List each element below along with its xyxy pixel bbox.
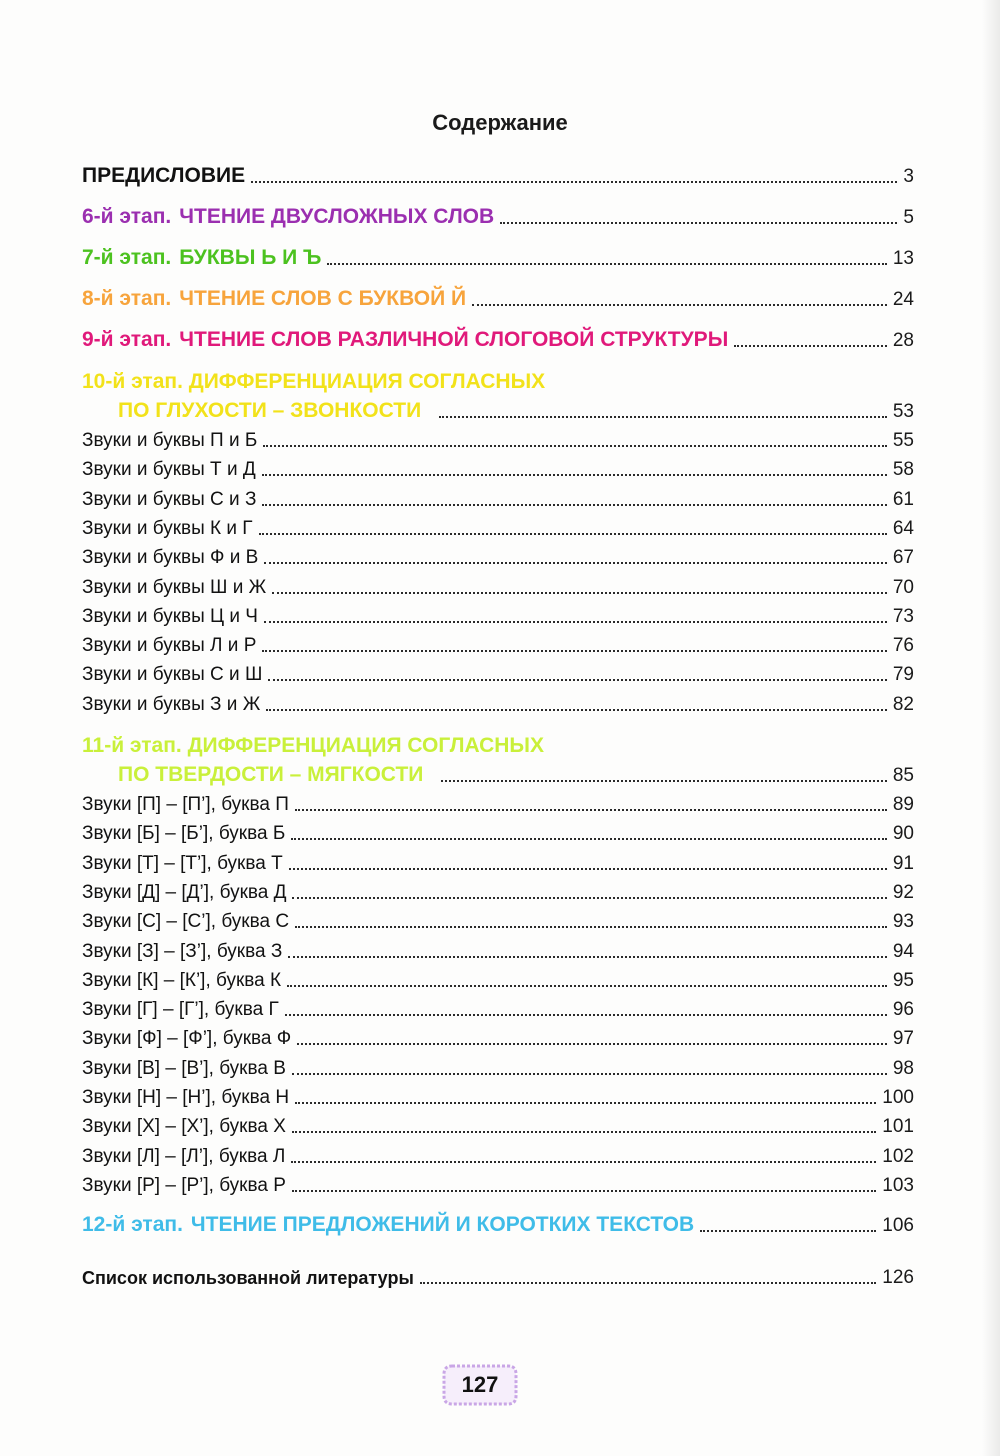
dot-leader xyxy=(472,304,887,306)
toc-subentry[interactable] xyxy=(82,1117,914,1136)
stage-prefix: 10-й этап. xyxy=(82,370,183,393)
toc-entry-label: ЧТЕНИЕ ПРЕДЛОЖЕНИЙ И КОРОТКИХ ТЕКСТОВ xyxy=(190,1213,695,1236)
stage-prefix: 11-й этап. xyxy=(82,734,182,757)
stage-prefix: 7-й этап. xyxy=(82,246,172,269)
dot-leader xyxy=(292,897,886,899)
dot-leader xyxy=(295,1102,876,1104)
toc-page-number: 91 xyxy=(892,852,914,874)
toc-subentry[interactable] xyxy=(82,636,914,655)
toc-subentry-label: Звуки и буквы С и Ш xyxy=(82,664,263,686)
toc-page-number: 13 xyxy=(892,248,914,269)
stage-prefix: 8-й этап. xyxy=(82,287,172,310)
toc-page-number: 101 xyxy=(882,1116,914,1138)
toc-subentry[interactable] xyxy=(82,1059,914,1078)
dot-leader xyxy=(292,1131,876,1133)
dot-leader xyxy=(285,1014,887,1016)
toc-page-number: 89 xyxy=(892,794,914,815)
dot-leader xyxy=(262,504,886,506)
page-number: 127 xyxy=(461,1372,499,1397)
page-edge-shadow xyxy=(982,0,1000,1456)
toc-entry-label: ПРЕДИСЛОВИЕ xyxy=(82,164,246,187)
toc-subentry[interactable] xyxy=(82,1147,914,1166)
dot-leader xyxy=(734,345,887,347)
toc-page-number: 96 xyxy=(892,999,914,1021)
toc-subentry[interactable] xyxy=(82,607,914,626)
toc-subentry-label: Звуки и буквы Ш и Ж xyxy=(82,576,267,598)
dot-leader xyxy=(251,181,897,183)
toc-subentry[interactable] xyxy=(82,460,914,479)
toc-subentry[interactable] xyxy=(82,431,914,450)
toc-subentry[interactable] xyxy=(82,548,914,567)
toc-subentry-label: Звуки и буквы Т и Д xyxy=(82,459,256,481)
dot-leader xyxy=(500,222,897,224)
dot-leader xyxy=(700,1230,876,1232)
toc-entry-label-line2: ПО ТВЕРДОСТИ – МЯГКОСТИ xyxy=(118,763,424,786)
toc-subentry[interactable] xyxy=(82,795,914,814)
page-number-badge xyxy=(440,1362,520,1408)
dot-leader xyxy=(287,985,887,987)
toc-entry-label-line1: ДИФФЕРЕНЦИАЦИЯ СОГЛАСНЫХ xyxy=(187,734,544,757)
dot-leader xyxy=(295,809,887,811)
toc-entry-label: БУКВЫ Ь И Ъ xyxy=(179,246,322,269)
page-title: Содержание xyxy=(432,110,568,135)
toc-subentry-label: Звуки [Ф] – [Ф’], буква Ф xyxy=(82,1028,292,1050)
toc-page-number: 53 xyxy=(892,401,914,422)
dot-leader xyxy=(288,956,887,958)
toc-page-number: 97 xyxy=(892,1028,914,1050)
toc-page-number: 3 xyxy=(903,166,914,187)
toc-page-number: 98 xyxy=(892,1057,914,1079)
toc-page-number: 79 xyxy=(892,664,914,686)
dot-leader xyxy=(441,780,886,782)
toc-subentry[interactable] xyxy=(82,519,914,538)
toc-entry-stage-11[interactable] xyxy=(82,735,914,785)
toc-page-number: 5 xyxy=(903,207,914,228)
toc-page-number: 55 xyxy=(892,430,914,451)
toc-subentry[interactable] xyxy=(82,971,914,990)
toc-subentry-label: Звуки [Р] – [Р’], буква Р xyxy=(82,1174,286,1196)
toc-page-number: 64 xyxy=(892,517,914,539)
toc-page-number: 58 xyxy=(892,459,914,481)
toc-subentry-label: Звуки [Т] – [Т’], буква Т xyxy=(82,852,283,874)
toc-page-number: 67 xyxy=(892,547,914,569)
toc-subentry-label: Звуки [Г] – [Г’], буква Г xyxy=(82,999,279,1021)
toc-entry-label-line1: ДИФФЕРЕНЦИАЦИЯ СОГЛАСНЫХ xyxy=(188,370,546,393)
toc-page-number: 103 xyxy=(882,1174,914,1196)
toc-subentry-label: Звуки [В] – [В’], буква В xyxy=(82,1057,286,1079)
toc-entry-stage-6[interactable] xyxy=(82,206,914,227)
toc-subentry-label: Звуки [Б] – [Б’], буква Б xyxy=(82,823,286,845)
toc-subentry[interactable] xyxy=(82,883,914,902)
toc-subentry-label: Звуки и буквы Ф и В xyxy=(82,547,259,569)
toc-page-number: 61 xyxy=(892,488,914,510)
stage-prefix: 12-й этап. xyxy=(82,1213,183,1236)
toc-subentry-label: Звуки и буквы П и Б xyxy=(82,430,258,451)
toc-page-number: 73 xyxy=(892,605,914,627)
dot-leader xyxy=(266,709,887,711)
toc-page-number: 95 xyxy=(892,969,914,991)
dot-leader xyxy=(262,650,886,652)
toc-subentry[interactable] xyxy=(82,942,914,961)
dot-leader xyxy=(327,263,886,265)
toc-entry-preface[interactable] xyxy=(82,165,914,186)
toc-subentry-label: Звуки [Д] – [Д’], буква Д xyxy=(82,881,287,903)
dot-leader xyxy=(268,679,886,681)
toc-subentry[interactable] xyxy=(82,1176,914,1195)
toc-page-number: 94 xyxy=(892,940,914,962)
toc-page-number: 100 xyxy=(882,1087,914,1108)
toc-page-number: 92 xyxy=(892,881,914,903)
dot-leader xyxy=(262,474,887,476)
dot-leader xyxy=(289,868,887,870)
toc-subentry-label: Звуки [К] – [К’], буква К xyxy=(82,969,282,991)
toc-entry-label: Список использованной литературы xyxy=(82,1268,414,1288)
toc-page-number: 24 xyxy=(892,289,914,310)
toc-subentry-label: Звуки и буквы К и Г xyxy=(82,517,253,539)
dot-leader xyxy=(259,533,887,535)
toc-entry-stage-8[interactable] xyxy=(82,288,914,309)
toc-page-number: 106 xyxy=(882,1215,914,1236)
stage-prefix: 6-й этап. xyxy=(82,205,172,228)
toc-page-number: 85 xyxy=(892,765,914,786)
dot-leader xyxy=(291,838,887,840)
toc-subentry[interactable] xyxy=(82,578,914,597)
dot-leader xyxy=(297,1043,887,1045)
toc-entry-label: ЧТЕНИЕ ДВУСЛОЖНЫХ СЛОВ xyxy=(179,205,495,228)
toc-subentry-label: Звуки и буквы З и Ж xyxy=(82,693,261,715)
toc-page-number: 93 xyxy=(892,911,914,933)
toc-subentry[interactable] xyxy=(82,854,914,873)
dot-leader xyxy=(439,416,887,418)
toc-page-number: 126 xyxy=(882,1267,914,1288)
dot-leader xyxy=(263,445,887,447)
toc-page-number: 76 xyxy=(892,635,914,657)
toc-subentry-label: Звуки [Н] – [Н’], буква Н xyxy=(82,1087,290,1108)
toc-entry-stage-7[interactable] xyxy=(82,247,914,268)
toc-page-number: 82 xyxy=(892,693,914,715)
toc-entry-label: ЧТЕНИЕ СЛОВ С БУКВОЙ Й xyxy=(179,287,467,310)
toc-entry-label-line2: ПО ГЛУХОСТИ – ЗВОНКОСТИ xyxy=(118,399,422,422)
toc-entry-stage-9[interactable] xyxy=(82,329,914,350)
toc-subentry-label: Звуки [Х] – [Х’], буква Х xyxy=(82,1116,286,1138)
toc-subentry[interactable] xyxy=(82,912,914,931)
toc-subentry-label: Звуки и буквы Ц и Ч xyxy=(82,605,258,627)
toc-subentry[interactable] xyxy=(82,1000,914,1019)
dot-leader xyxy=(295,926,887,928)
dot-leader xyxy=(264,562,887,564)
toc-subentry-label: Звуки [С] – [С’], буква С xyxy=(82,911,290,933)
toc-page-number: 102 xyxy=(882,1145,914,1167)
toc-entry-stage-12[interactable] xyxy=(82,1214,914,1235)
toc-page-number: 28 xyxy=(892,330,914,351)
toc-subentry[interactable] xyxy=(82,490,914,509)
toc-subentry-label: Звуки [П] – [П’], буква П xyxy=(82,794,289,815)
dot-leader xyxy=(272,592,887,594)
toc-subentry[interactable] xyxy=(82,695,914,714)
stage-prefix: 9-й этап. xyxy=(82,328,172,351)
toc-page-number: 70 xyxy=(892,576,914,598)
toc-subentry-label: Звуки [Л] – [Л’], буква Л xyxy=(82,1145,286,1167)
dot-leader xyxy=(264,621,887,623)
dot-leader xyxy=(292,1073,887,1075)
toc-subentry-label: Звуки [З] – [З’], буква З xyxy=(82,940,283,962)
toc-entry-stage-10[interactable] xyxy=(82,371,914,421)
toc-subentry-label: Звуки и буквы С и З xyxy=(82,488,257,510)
toc-subentry[interactable] xyxy=(82,665,914,684)
dot-leader xyxy=(292,1190,876,1192)
dot-leader xyxy=(291,1161,876,1163)
toc-subentry[interactable] xyxy=(82,1029,914,1048)
toc-page-number: 90 xyxy=(892,823,914,845)
toc-subentry[interactable] xyxy=(82,1088,914,1107)
dot-leader xyxy=(420,1282,876,1284)
toc-subentry-label: Звуки и буквы Л и Р xyxy=(82,635,257,657)
toc-subentry[interactable] xyxy=(82,824,914,843)
toc-entry-bibliography[interactable] xyxy=(82,1268,914,1287)
toc-entry-label: ЧТЕНИЕ СЛОВ РАЗЛИЧНОЙ СЛОГОВОЙ СТРУКТУРЫ xyxy=(179,328,729,351)
